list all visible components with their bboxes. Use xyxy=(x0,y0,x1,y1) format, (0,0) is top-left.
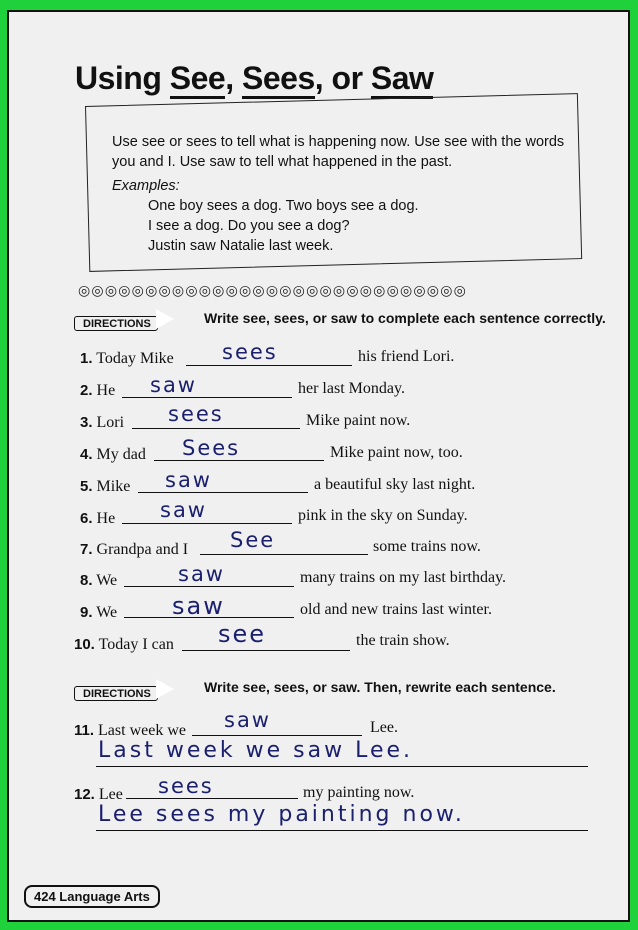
item-text: her last Monday. xyxy=(298,380,405,397)
rule-line-2: you and I. Use saw to tell what happened in the past. xyxy=(112,154,453,170)
handwritten-answer: sees xyxy=(158,774,214,798)
list-item xyxy=(80,541,188,559)
rule-line-1: Use see or sees to tell what is happening now. Use see with the words xyxy=(112,134,565,150)
item-number: 1. xyxy=(80,350,93,367)
list-item xyxy=(80,382,115,400)
handwritten-answer: see xyxy=(218,620,267,648)
item-text: Lee xyxy=(98,786,123,803)
directions-label: DIRECTIONS xyxy=(74,316,158,331)
item-text: Mike paint now. xyxy=(306,412,411,429)
item-text: a beautiful sky last night. xyxy=(314,476,476,493)
handwritten-answer: saw xyxy=(172,592,225,620)
list-item xyxy=(80,446,146,464)
item-text: Lori xyxy=(96,414,125,431)
item-number: 11. xyxy=(74,722,95,739)
item-text: Today Mike xyxy=(96,350,174,367)
handwritten-answer: saw xyxy=(160,498,207,522)
directions-label: DIRECTIONS xyxy=(74,686,158,701)
item-number: 10. xyxy=(74,636,95,653)
handwritten-answer: saw xyxy=(178,562,225,586)
directions-tag xyxy=(74,677,176,702)
directions-tag xyxy=(74,307,176,332)
item-text: We xyxy=(96,604,118,621)
arrow-icon xyxy=(156,679,174,699)
handwritten-answer: sees xyxy=(222,340,278,364)
item-text: We xyxy=(96,572,118,589)
directions-text-2: Write see, sees, or saw. Then, rewrite each sentence. xyxy=(204,679,556,695)
handwritten-answer: sees xyxy=(168,402,224,426)
item-text: He xyxy=(96,382,116,399)
item-text: the train show. xyxy=(356,632,450,649)
answer-blank[interactable] xyxy=(154,460,324,461)
item-text: Today I can xyxy=(98,636,174,653)
item-number: 7. xyxy=(80,541,93,558)
title-word-see: See xyxy=(170,60,225,99)
answer-blank[interactable] xyxy=(122,523,292,524)
rewrite-line[interactable] xyxy=(96,830,588,831)
title-prefix: Using xyxy=(75,60,170,96)
rewrite-line[interactable] xyxy=(96,766,588,767)
answer-blank[interactable] xyxy=(186,365,352,366)
item-number: 8. xyxy=(80,572,93,589)
item-number: 9. xyxy=(80,604,93,621)
item-number: 3. xyxy=(80,414,93,431)
handwritten-answer: saw xyxy=(165,468,212,492)
item-number: 5. xyxy=(80,478,93,495)
item-number: 6. xyxy=(80,510,93,527)
example-1: One boy sees a dog. Two boys see a dog. xyxy=(148,198,419,214)
answer-blank[interactable] xyxy=(122,397,292,398)
list-item xyxy=(74,636,174,654)
item-number: 2. xyxy=(80,382,93,399)
page-footer: 424 Language Arts xyxy=(24,885,160,908)
title-sep: , xyxy=(225,60,242,96)
item-text: some trains now. xyxy=(373,538,481,555)
title-sep: , or xyxy=(314,60,371,96)
list-item xyxy=(80,604,117,622)
handwritten-rewrite: Lee sees my painting now. xyxy=(98,802,465,827)
item-text: Lee. xyxy=(370,719,398,736)
item-text: My dad xyxy=(96,446,146,463)
answer-blank[interactable] xyxy=(182,650,350,651)
item-text: Last week we xyxy=(98,722,186,739)
item-text: many trains on my last birthday. xyxy=(300,569,507,586)
answer-blank[interactable] xyxy=(124,586,294,587)
item-text: his friend Lori. xyxy=(358,348,455,365)
answer-blank[interactable] xyxy=(126,798,298,799)
list-item xyxy=(80,414,124,432)
item-number: 12. xyxy=(74,786,95,803)
handwritten-answer: saw xyxy=(224,708,271,732)
handwritten-answer: saw xyxy=(150,373,197,397)
item-text: Mike paint now, too. xyxy=(330,444,463,461)
item-text: pink in the sky on Sunday. xyxy=(298,507,468,524)
list-item xyxy=(80,350,174,368)
handwritten-answer: See xyxy=(230,528,276,552)
list-item xyxy=(80,478,130,496)
examples-label: Examples: xyxy=(112,178,180,194)
item-text: Grandpa and I xyxy=(96,541,189,558)
answer-blank[interactable] xyxy=(192,735,362,736)
item-text: He xyxy=(96,510,116,527)
answer-blank[interactable] xyxy=(138,492,308,493)
item-text: my painting now. xyxy=(303,784,415,801)
title-word-sees: Sees xyxy=(242,60,315,99)
example-3: Justin saw Natalie last week. xyxy=(148,238,334,254)
directions-text-1: Write see, sees, or saw to complete each sentence correctly. xyxy=(204,310,606,326)
arrow-icon xyxy=(156,309,174,329)
page-title xyxy=(75,60,433,97)
answer-blank[interactable] xyxy=(200,554,368,555)
handwritten-rewrite: Last week we saw Lee. xyxy=(98,738,414,763)
list-item xyxy=(80,572,117,590)
example-2: I see a dog. Do you see a dog? xyxy=(148,218,350,234)
item-number: 4. xyxy=(80,446,93,463)
title-word-saw: Saw xyxy=(371,60,434,99)
list-item xyxy=(80,510,115,528)
item-text: old and new trains last winter. xyxy=(300,601,492,618)
answer-blank[interactable] xyxy=(132,428,300,429)
handwritten-answer: Sees xyxy=(182,436,241,460)
item-text: Mike xyxy=(96,478,131,495)
decorative-dot-border: ◎◎◎◎◎◎◎◎◎◎◎◎◎◎◎◎◎◎◎◎◎◎◎◎◎◎◎◎◎ xyxy=(78,283,468,299)
